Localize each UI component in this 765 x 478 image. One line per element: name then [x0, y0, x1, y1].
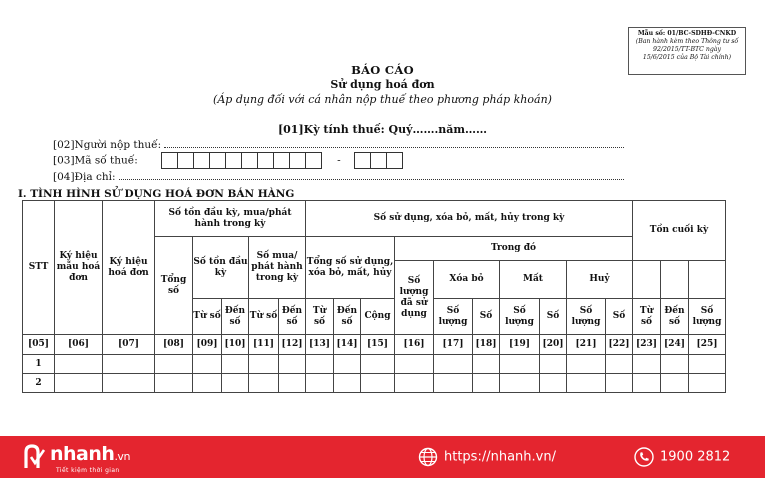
sub-qty: Số lượng [567, 299, 606, 335]
sub-to: Đến số [279, 299, 306, 335]
row-number: 2 [23, 374, 55, 393]
report-subtitle: Sử dụng hoá đơn [330, 78, 435, 91]
sub-no: Số [606, 299, 633, 335]
address-field [53, 171, 624, 183]
col-qty-used: Số lượng đã sử dụng [395, 261, 434, 335]
column-code: [14] [334, 335, 361, 355]
website-url: https://nhanh.vn/ [444, 449, 556, 465]
column-code: [24] [661, 335, 689, 355]
col-destroyed: Huỷ [567, 261, 633, 299]
col-total: Tổng số [155, 237, 193, 335]
column-code: [17] [434, 335, 473, 355]
tax-period: [01]Kỳ tính thuế: Quý…….năm…… [277, 123, 488, 136]
brand-footer [0, 436, 765, 478]
col-invoice-symbol: Ký hiệu hoá đơn [103, 201, 155, 335]
address-input-line[interactable] [119, 179, 624, 180]
column-code: [16] [395, 335, 434, 355]
tax-code-field [53, 152, 403, 169]
column-code: [07] [103, 335, 155, 355]
col-used: Số sử dụng, xóa bỏ, mất, hủy trong kỳ [306, 201, 633, 237]
table-row [23, 355, 726, 374]
payer-input-line[interactable] [164, 147, 624, 148]
address-label: [04]Địa chỉ: [53, 171, 116, 183]
sub-sum: Cộng [361, 299, 395, 335]
column-code: [10] [222, 335, 249, 355]
sub-from: Từ số [633, 299, 661, 335]
brand-suffix: .vn [114, 450, 130, 463]
phone-link[interactable] [634, 447, 730, 467]
column-code: [20] [540, 335, 567, 355]
section-heading [18, 188, 294, 200]
column-code: [08] [155, 335, 193, 355]
sub-no: Số [540, 299, 567, 335]
column-code: [06] [55, 335, 103, 355]
col-purchased: Số mua/ phát hành trong kỳ [249, 237, 306, 299]
brand-text: nhanh [50, 443, 115, 465]
col-cancelled: Xóa bỏ [434, 261, 500, 299]
brand-name [50, 443, 130, 465]
report-title: BÁO CÁO [351, 63, 414, 77]
payer-field [53, 139, 624, 151]
brand-tagline: Tiết kiệm thời gian [56, 467, 120, 474]
tax-code-suffix-boxes[interactable] [355, 155, 403, 167]
nhanh-logo-icon [22, 444, 46, 470]
sub-qty: Số lượng [434, 299, 473, 335]
sub-qty: Số lượng [689, 299, 726, 335]
report-note: (Áp dụng đối với cá nhân nộp thuế theo phương pháp khoán) [213, 93, 552, 106]
column-code: [18] [473, 335, 500, 355]
column-code-row [23, 335, 726, 355]
column-code: [11] [249, 335, 279, 355]
section-title: TÌNH HÌNH SỬ DỤNG HOÁ ĐƠN BÁN HÀNG [30, 188, 295, 200]
payer-label: [02]Người nộp thuế: [53, 139, 162, 151]
column-code: [22] [606, 335, 633, 355]
sub-from: Từ số [249, 299, 279, 335]
col-lost: Mất [500, 261, 567, 299]
column-code: [19] [500, 335, 540, 355]
table-row [23, 374, 726, 393]
tax-code-label: [03]Mã số thuế: [53, 154, 138, 167]
row-number: 1 [23, 355, 55, 374]
col-invoice-template: Ký hiệu mẫu hoá đơn [55, 201, 103, 335]
sub-no: Số [473, 299, 500, 335]
sub-qty: Số lượng [500, 299, 540, 335]
col-total-used: Tổng số sử dụng, xóa bỏ, mất, hủy [306, 237, 395, 299]
website-link[interactable] [418, 447, 556, 467]
col-opening: Số tồn đầu kỳ [193, 237, 249, 299]
sub-to: Đến số [661, 299, 689, 335]
tax-code-separator: - [337, 154, 341, 167]
column-code: [13] [306, 335, 334, 355]
sub-to: Đến số [334, 299, 361, 335]
sub-from: Từ số [306, 299, 334, 335]
globe-icon [418, 447, 438, 467]
form-code-note-2: 92/2015/TT-BTC ngày [653, 46, 721, 53]
col-of-which: Trong đó [395, 237, 633, 261]
tax-code-boxes[interactable] [162, 155, 322, 167]
column-code: [21] [567, 335, 606, 355]
form-code: Mẫu số: 01/BC-SDHĐ-CNKD [637, 30, 737, 37]
invoice-usage-table [22, 200, 726, 393]
column-code: [12] [279, 335, 306, 355]
phone-icon [634, 447, 654, 467]
phone-number: 1900 2812 [660, 449, 731, 465]
form-code-note-3: 15/6/2015 của Bộ Tài chính) [642, 54, 732, 61]
col-closing-stock: Tồn cuối kỳ [633, 201, 726, 261]
column-code: [15] [361, 335, 395, 355]
sub-to: Đến số [222, 299, 249, 335]
section-number: I. [18, 188, 27, 200]
column-code: [23] [633, 335, 661, 355]
sub-from: Từ số [193, 299, 222, 335]
form-code-note-1: (Ban hành kèm theo Thông tư số [635, 38, 739, 45]
col-stt: STT [23, 201, 55, 335]
column-code: [09] [193, 335, 222, 355]
column-code: [25] [689, 335, 726, 355]
column-code: [05] [23, 335, 55, 355]
col-opening-stock: Số tồn đầu kỳ, mua/phát hành trong kỳ [155, 201, 306, 237]
